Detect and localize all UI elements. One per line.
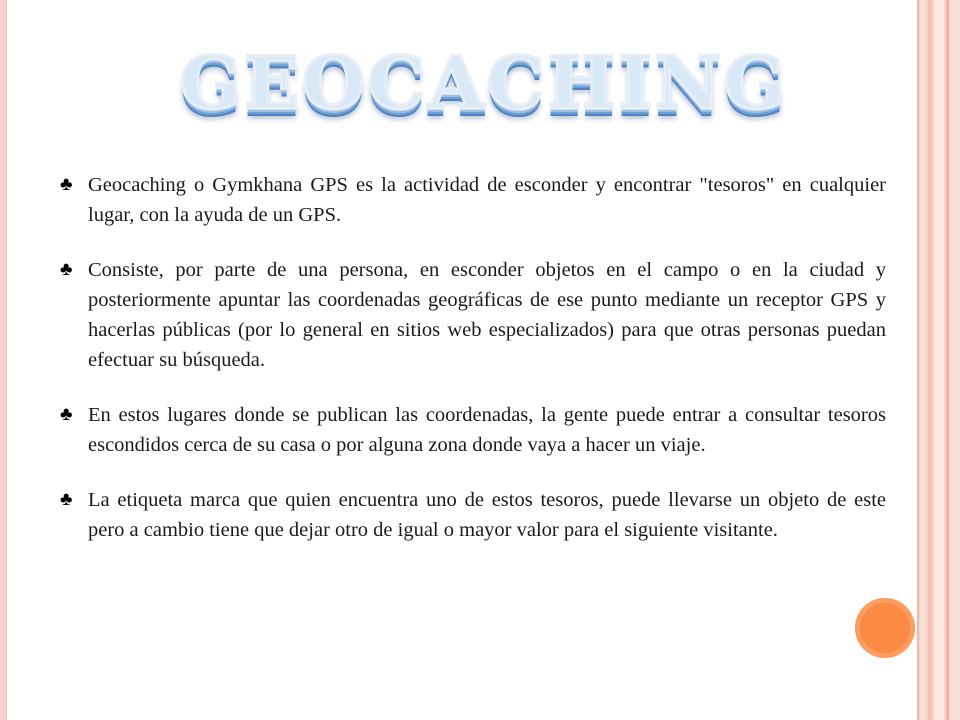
club-icon: ♣	[60, 259, 73, 280]
club-icon: ♣	[60, 404, 73, 425]
bullet-text: Geocaching o Gymkhana GPS es la actividad de esconder y encontrar "tesoros" en cualquier lugar, con la ayuda de un GPS.	[88, 174, 886, 226]
orange-circle-decoration	[855, 598, 915, 658]
bullet-item	[60, 400, 886, 460]
bullet-item	[60, 485, 886, 545]
bullet-text: En estos lugares donde se publican las coordenadas, la gente puede entrar a consultar tesoros escondidos cerca de su casa o por alguna zona donde vaya a hacer un viaje.	[88, 404, 886, 456]
club-icon: ♣	[60, 174, 73, 195]
bullet-item	[60, 255, 886, 375]
bullet-text: La etiqueta marca que quien encuentra uno de estos tesoros, puede llevarse un objeto de este pero a cambio tiene que dejar otro de igual o mayor valor para el siguiente visitante.	[88, 489, 886, 541]
bullet-text: Consiste, por parte de una persona, en esconder objetos en el campo o en la ciudad y posteriormente apuntar las coordenadas geográficas de ese punto mediante un receptor GPS y hacerlas públicas (por lo general en sitios web especializados) para que otras personas puedan efectuar su búsqueda.	[88, 259, 886, 371]
club-icon: ♣	[60, 489, 73, 510]
bullet-item	[60, 170, 886, 230]
slide-title: GEOCACHING	[179, 40, 789, 125]
bullet-list	[60, 170, 886, 570]
